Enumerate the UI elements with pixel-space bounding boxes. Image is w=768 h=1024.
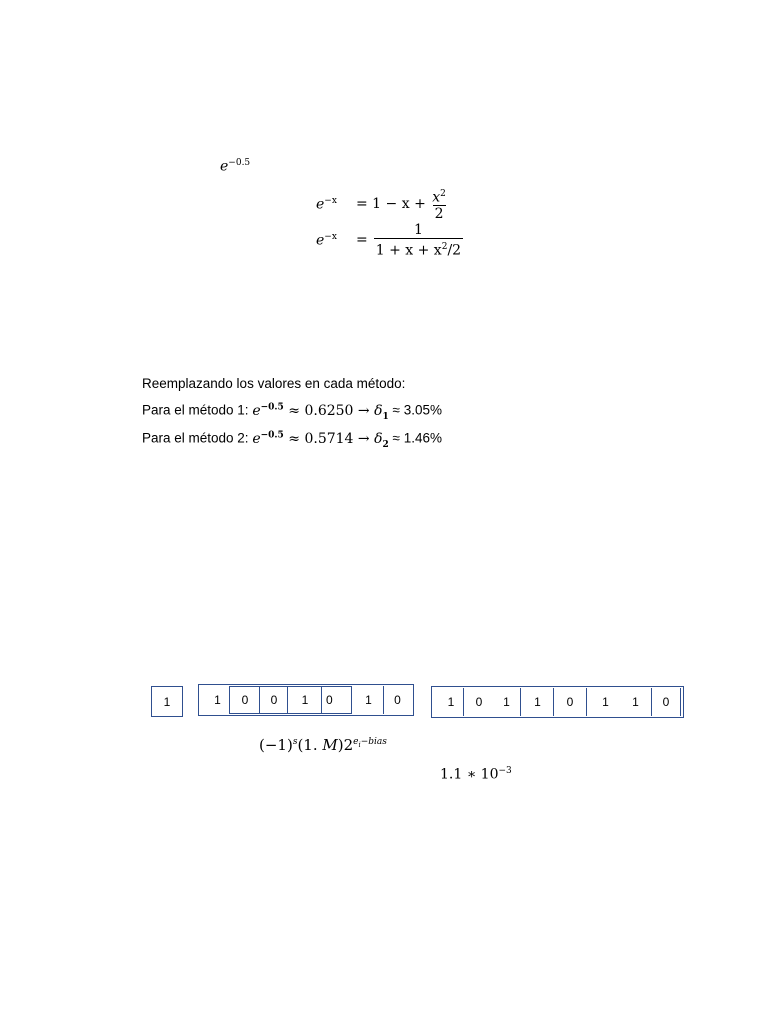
- expr-top: [220, 158, 250, 175]
- eq2-lhs-base: e: [316, 232, 325, 249]
- mantissa-bit: 0: [553, 688, 587, 716]
- eq1-rhs-prefix: = 1 − x +: [356, 196, 431, 212]
- eq1-lhs-exp: −x: [324, 195, 337, 206]
- method-2-label: Para el método 2:: [142, 430, 253, 446]
- exponent-bit: 0: [259, 686, 289, 714]
- mantissa-bit: 1: [493, 688, 521, 716]
- mantissa-bit: 1: [591, 688, 621, 716]
- method-1-approx: ≈ 0.6250 →: [283, 402, 375, 419]
- eq2-den-prefix: 1 + x + x: [375, 242, 442, 259]
- method-2-exp: −0.5: [260, 430, 284, 440]
- equation-2: [316, 222, 463, 258]
- sign-bit-box: 1: [151, 686, 183, 717]
- intro-text: Reemplazando los valores en cada método:: [142, 376, 406, 391]
- exponent-bit: 0: [229, 686, 261, 714]
- formula-mid: (1.: [297, 736, 323, 754]
- formula-prefix: (−1): [259, 736, 293, 754]
- expr-top-exp: −0.5: [228, 158, 251, 168]
- method-2-line: [142, 430, 442, 449]
- eq2-den-suffix: /2: [447, 242, 462, 259]
- method-1-label: Para el método 1:: [142, 402, 253, 418]
- eq2-lhs-exp: −x: [324, 231, 337, 242]
- formula-M: M: [322, 736, 338, 754]
- eq2-num: 1: [413, 221, 423, 238]
- method-2-approx: ≈ 0.5714 →: [283, 430, 375, 447]
- method-2-delta: δ: [374, 430, 383, 447]
- exponent-bit: 0: [321, 686, 353, 714]
- eq1-lhs-base: e: [316, 196, 325, 213]
- expr-top-base: e: [220, 158, 229, 175]
- method-1-delta-sub: 1: [382, 411, 389, 422]
- mantissa-bit: 0: [651, 688, 681, 716]
- exponent-bit: 1: [205, 686, 231, 714]
- method-1-exp: −0.5: [260, 402, 284, 412]
- eq2-eq: =: [356, 232, 368, 248]
- method-1-base: e: [252, 402, 261, 419]
- mantissa-bit: 1: [437, 688, 465, 716]
- scientific-notation: [440, 766, 512, 783]
- method-2-result: ≈ 1.46%: [388, 430, 442, 446]
- method-1-line: [142, 402, 442, 421]
- method-2-delta-sub: 2: [382, 439, 389, 450]
- formula-exp: e: [353, 737, 359, 747]
- formula-exp-sub: i: [358, 740, 361, 749]
- eq1-num-exp: 2: [440, 188, 446, 199]
- floating-point-formula: [259, 736, 387, 754]
- formula-exp-tail: −bias: [360, 737, 387, 747]
- sci-mantissa: 1.1 ∗ 10: [440, 766, 499, 783]
- formula-s: s: [292, 737, 298, 747]
- mantissa-bit: 1: [619, 688, 653, 716]
- formula-after: )2: [337, 736, 354, 754]
- mantissa-bit: 0: [463, 688, 495, 716]
- method-1-delta: δ: [374, 402, 383, 419]
- exponent-bit: 1: [287, 686, 323, 714]
- eq1-num-var: x: [432, 189, 441, 206]
- equation-1: [316, 186, 448, 222]
- exponent-bit: 0: [383, 686, 411, 714]
- method-1-result: ≈ 3.05%: [388, 402, 442, 418]
- eq1-den: 2: [434, 206, 444, 223]
- mantissa-bit: 1: [521, 688, 555, 716]
- eq2-den-exp: 2: [441, 241, 448, 252]
- exponent-bit: 1: [351, 686, 385, 714]
- eq2-fraction: [374, 222, 463, 259]
- sci-exp: −3: [498, 766, 512, 776]
- eq1-fraction: [430, 186, 448, 223]
- method-2-base: e: [252, 430, 261, 447]
